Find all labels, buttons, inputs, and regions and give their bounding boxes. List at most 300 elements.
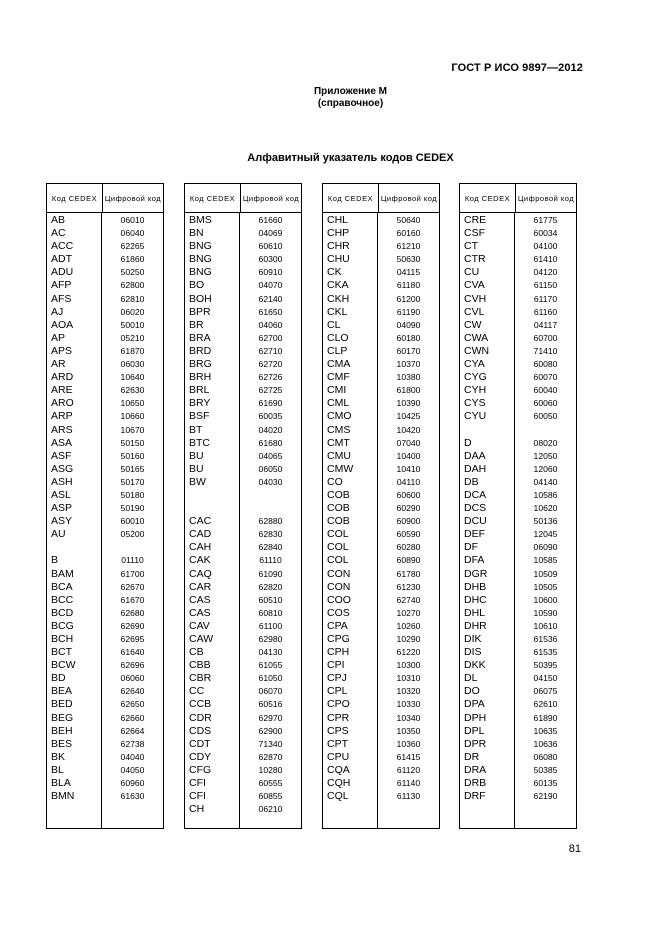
- cedex-code: COL: [327, 541, 349, 554]
- cedex-code: AJ: [51, 305, 64, 318]
- cedex-code: BW: [189, 475, 206, 488]
- numeric-code: 62670: [120, 581, 145, 592]
- cedex-code: BL: [51, 763, 64, 776]
- numeric-code: 60300: [258, 254, 283, 265]
- numeric-code: 10610: [533, 620, 558, 631]
- cedex-code: CPJ: [327, 672, 347, 685]
- numeric-code: 60855: [258, 791, 283, 802]
- cedex-code: BNG: [189, 253, 212, 266]
- numeric-code: 61640: [120, 647, 145, 658]
- numeric-code: 62880: [258, 516, 283, 527]
- cedex-code: BSF: [189, 410, 210, 423]
- numeric-code: 10590: [533, 607, 558, 618]
- numeric-code: 62820: [258, 581, 283, 592]
- cedex-code: AC: [51, 227, 66, 240]
- cedex-code: BCC: [51, 593, 74, 606]
- cedex-code: DPH: [464, 711, 487, 724]
- cedex-code: CC: [189, 685, 205, 698]
- numeric-code: 62140: [258, 293, 283, 304]
- numeric-code: 61775: [533, 215, 558, 225]
- numeric-code: 10340: [396, 712, 421, 723]
- cedex-code: DKK: [464, 659, 486, 672]
- numeric-code: 61680: [258, 437, 283, 448]
- cedex-code: CHR: [327, 240, 350, 253]
- cedex-code: CK: [327, 266, 342, 279]
- cedex-code: BEA: [51, 685, 73, 698]
- header-code: Код CEDEX: [47, 184, 103, 212]
- numeric-code: [240, 502, 301, 515]
- numeric-code: 61700: [120, 568, 145, 579]
- cedex-code: BNG: [189, 240, 212, 253]
- numeric-code: 06075: [533, 686, 558, 697]
- cedex-code: CMO: [327, 410, 352, 423]
- numeric-code: 60590: [396, 529, 421, 540]
- cedex-code: [460, 424, 514, 437]
- numeric-code: 62690: [120, 620, 145, 631]
- numeric-code: 04150: [533, 673, 558, 684]
- annex-heading: [0, 86, 661, 110]
- numeric-code: 62800: [120, 280, 145, 291]
- cedex-code: CAS: [189, 593, 211, 606]
- numeric-code: 61120: [396, 764, 421, 775]
- cedex-code: BRL: [189, 384, 210, 397]
- cedex-code: BTC: [189, 436, 210, 449]
- cedex-code: CKA: [327, 279, 349, 292]
- cedex-code: CBR: [189, 672, 212, 685]
- numeric-code: 10280: [258, 764, 283, 775]
- code-column: [47, 213, 102, 829]
- cedex-code: BRG: [189, 358, 212, 371]
- table-header: [323, 184, 439, 213]
- standard-header: ГОСТ Р ИСО 9897—2012: [451, 62, 583, 74]
- cedex-code: ASA: [51, 436, 73, 449]
- cedex-code: AR: [51, 358, 66, 371]
- cedex-code: CFI: [189, 790, 206, 803]
- cedex-code: DCU: [464, 515, 487, 528]
- cedex-code: BES: [51, 737, 73, 750]
- cedex-code: ARD: [51, 371, 74, 384]
- header-numeric: Цифровой код: [104, 193, 162, 203]
- cedex-code: BCW: [51, 659, 76, 672]
- annex-note: (справочное): [317, 98, 384, 109]
- numeric-code: 10260: [396, 620, 421, 631]
- numeric-code: 12050: [533, 450, 558, 461]
- numeric-code: 12045: [533, 529, 558, 540]
- numeric-code: 60810: [258, 607, 283, 618]
- numeric-code: 10330: [396, 699, 421, 710]
- numeric-code: 06060: [120, 673, 145, 684]
- page-title: Алфавитный указатель кодов CEDEX: [247, 152, 454, 164]
- header-code: Код CEDEX: [185, 184, 241, 212]
- numeric-code: 10380: [396, 372, 421, 383]
- numeric-code: 60555: [258, 778, 283, 789]
- numeric-code: 61535: [533, 647, 558, 658]
- numeric-code: 50180: [120, 489, 145, 500]
- cedex-code: DL: [464, 672, 478, 685]
- numeric-code: 61150: [533, 280, 558, 291]
- numeric-code: 10360: [396, 738, 421, 749]
- cedex-code: CDY: [189, 750, 212, 763]
- cedex-table-2: [184, 183, 302, 829]
- cedex-code: CRE: [464, 214, 487, 226]
- numeric-code: 06080: [533, 751, 558, 762]
- numeric-code: 62740: [396, 594, 421, 605]
- numeric-code: 62696: [120, 660, 145, 671]
- numeric-code: 60890: [396, 555, 421, 566]
- cedex-code: DEF: [464, 528, 485, 541]
- cedex-code: CDS: [189, 724, 212, 737]
- cedex-code: [185, 502, 239, 515]
- numeric-code: 62680: [120, 607, 145, 618]
- numeric-code: 04100: [533, 241, 558, 252]
- cedex-code: CSF: [464, 227, 485, 240]
- cedex-code: BRD: [189, 344, 212, 357]
- numeric-code: 04020: [258, 424, 283, 435]
- cedex-code: AFP: [51, 279, 72, 292]
- cedex-code: BCA: [51, 580, 73, 593]
- cedex-code: COB: [327, 488, 350, 501]
- numeric-code: 60080: [533, 359, 558, 370]
- numeric-code: 05200: [120, 529, 145, 540]
- cedex-code: BNG: [189, 266, 212, 279]
- numeric-code: 06070: [258, 686, 283, 697]
- numeric-code: 06020: [120, 306, 145, 317]
- numeric-code: 62265: [120, 241, 145, 252]
- cedex-code: ASG: [51, 462, 74, 475]
- cedex-code: CYU: [464, 410, 487, 423]
- cedex-code: CKH: [327, 292, 350, 305]
- cedex-code: CYA: [464, 358, 485, 371]
- numeric-code: 62720: [258, 359, 283, 370]
- cedex-code: CML: [327, 397, 350, 410]
- cedex-code: BU: [189, 449, 204, 462]
- numeric-code: 61180: [396, 280, 421, 291]
- cedex-code: CMW: [327, 462, 354, 475]
- numeric-code: 61220: [396, 647, 421, 658]
- cedex-code: BR: [189, 318, 204, 331]
- cedex-code: CCB: [189, 698, 212, 711]
- cedex-code: BRA: [189, 331, 211, 344]
- cedex-code: CPL: [327, 685, 348, 698]
- numeric-code: 10509: [533, 568, 558, 579]
- numeric-code: 10620: [533, 503, 558, 514]
- cedex-code: CWA: [464, 331, 489, 344]
- numeric-code: 61160: [533, 306, 558, 317]
- cedex-code: DRA: [464, 763, 487, 776]
- numeric-code: 62695: [120, 634, 145, 644]
- numeric-code: 05210: [120, 332, 145, 343]
- numeric-code: 60516: [258, 699, 283, 710]
- numeric-code: 50250: [120, 267, 145, 278]
- cedex-code: DHR: [464, 619, 487, 632]
- numeric-code: 60910: [258, 267, 283, 278]
- numeric-code: 10640: [120, 372, 145, 383]
- cedex-code: CPH: [327, 646, 350, 659]
- numeric-code: 10410: [396, 463, 421, 474]
- cedex-code: CLO: [327, 331, 349, 344]
- numeric-code: 04069: [258, 228, 283, 239]
- table-header: [185, 184, 301, 213]
- numeric-code: 60900: [396, 516, 421, 527]
- numeric-code: 10290: [396, 634, 421, 644]
- numeric-code: 62660: [120, 712, 145, 723]
- cedex-code: APS: [51, 344, 73, 357]
- numeric-code: 61170: [533, 293, 558, 304]
- numeric-code: 06010: [120, 215, 145, 225]
- cedex-code: DHL: [464, 606, 486, 619]
- cedex-code: CYH: [464, 384, 487, 397]
- header-numeric: Цифровой код: [242, 193, 300, 203]
- cedex-code: COB: [327, 502, 350, 515]
- numeric-code: 10320: [396, 686, 421, 697]
- header-code: Код CEDEX: [460, 184, 516, 212]
- cedex-code: CAS: [189, 606, 211, 619]
- cedex-code: DGR: [464, 567, 488, 580]
- numeric-code: 61100: [258, 620, 283, 631]
- numeric-code: [102, 541, 163, 554]
- numeric-code: 61415: [396, 751, 421, 762]
- cedex-code: AP: [51, 331, 66, 344]
- numeric-code: 04060: [258, 319, 283, 330]
- numeric-code: 10585: [533, 555, 558, 566]
- cedex-code: ASP: [51, 502, 73, 515]
- cedex-code: DRF: [464, 790, 486, 803]
- cedex-code: DPR: [464, 737, 487, 750]
- cedex-code: BPR: [189, 305, 211, 318]
- numeric-code: 50640: [396, 215, 421, 225]
- numeric-code: 60960: [120, 778, 145, 789]
- numeric-code: 61870: [120, 345, 145, 356]
- numeric-code: 06090: [533, 542, 558, 553]
- header-numeric: Цифровой код: [380, 193, 438, 203]
- numeric-code: 61050: [258, 673, 283, 684]
- cedex-code: BOH: [189, 292, 212, 305]
- cedex-code: BCH: [51, 633, 74, 645]
- numeric-code: 60510: [258, 594, 283, 605]
- numeric-code: 60035: [258, 411, 283, 422]
- cedex-code: AB: [51, 214, 66, 226]
- numeric-code: 04070: [258, 280, 283, 291]
- cedex-code: DCS: [464, 502, 487, 515]
- numeric-code: 10420: [396, 424, 421, 435]
- numeric-code: 61200: [396, 293, 421, 304]
- numeric-code: 50160: [120, 450, 145, 461]
- cedex-code: ARO: [51, 397, 74, 410]
- numeric-code: 50630: [396, 254, 421, 265]
- cedex-code: BCD: [51, 606, 74, 619]
- numeric-code: 62640: [120, 686, 145, 697]
- cedex-code: CPO: [327, 698, 350, 711]
- cedex-code: CVA: [464, 279, 485, 292]
- annex-title: Приложение М: [313, 86, 388, 97]
- numeric-code: 62810: [120, 293, 145, 304]
- cedex-code: BRY: [189, 397, 211, 410]
- numeric-code: 04120: [533, 267, 558, 278]
- numeric-code: [240, 489, 301, 502]
- cedex-code: ADU: [51, 266, 74, 279]
- numeric-code: 61630: [120, 791, 145, 802]
- cedex-code: BT: [189, 423, 203, 436]
- numeric-code: 60280: [396, 542, 421, 553]
- cedex-code: CQA: [327, 763, 350, 776]
- cedex-code: CAD: [189, 528, 212, 541]
- numeric-column: [515, 213, 576, 829]
- cedex-code: ASH: [51, 475, 73, 488]
- numeric-code: 08020: [533, 437, 558, 448]
- cedex-code: ASL: [51, 488, 71, 501]
- header-code: Код CEDEX: [323, 184, 379, 212]
- numeric-code: 06050: [258, 463, 283, 474]
- cedex-code: CFG: [189, 763, 212, 776]
- cedex-code: DO: [464, 685, 480, 698]
- cedex-code: BU: [189, 462, 204, 475]
- numeric-code: 62610: [533, 699, 558, 710]
- cedex-code: CPI: [327, 659, 345, 672]
- cedex-code: [47, 541, 101, 554]
- numeric-column: [378, 213, 439, 829]
- numeric-code: 04050: [120, 764, 145, 775]
- numeric-code: 62738: [120, 738, 145, 749]
- numeric-code: 71340: [258, 738, 283, 749]
- cedex-code: CQH: [327, 777, 351, 790]
- cedex-code: COL: [327, 554, 349, 567]
- cedex-code: BN: [189, 227, 204, 240]
- numeric-code: 06040: [120, 228, 145, 239]
- cedex-code: CMU: [327, 449, 351, 462]
- cedex-code: DPL: [464, 724, 485, 737]
- cedex-code: DF: [464, 541, 478, 554]
- cedex-code: CVH: [464, 292, 487, 305]
- numeric-code: 04040: [120, 751, 145, 762]
- numeric-code: 10400: [396, 450, 421, 461]
- cedex-code: ARE: [51, 384, 73, 397]
- page-number: 81: [568, 843, 581, 855]
- numeric-code: 62830: [258, 529, 283, 540]
- numeric-code: 61410: [533, 254, 558, 265]
- cedex-code: CPA: [327, 619, 348, 632]
- cedex-code: DIK: [464, 633, 482, 645]
- cedex-code: CAV: [189, 619, 210, 632]
- numeric-code: 10600: [533, 594, 558, 605]
- cedex-code: CDT: [189, 737, 211, 750]
- cedex-code: CL: [327, 318, 341, 331]
- cedex-code: CT: [464, 240, 478, 253]
- numeric-code: 62725: [258, 385, 283, 396]
- numeric-code: 61190: [396, 306, 421, 317]
- numeric-code: 62664: [120, 725, 145, 736]
- numeric-code: 62700: [258, 332, 283, 343]
- cedex-code: DB: [464, 475, 479, 488]
- numeric-code: 10390: [396, 398, 421, 409]
- numeric-code: 60135: [533, 778, 558, 789]
- numeric-code: 04065: [258, 450, 283, 461]
- numeric-code: 50395: [533, 660, 558, 671]
- code-column: [323, 213, 378, 829]
- numeric-code: 61660: [258, 215, 283, 225]
- cedex-code: CBB: [189, 659, 211, 672]
- numeric-code: 62630: [120, 385, 145, 396]
- numeric-code: 60050: [533, 411, 558, 422]
- numeric-code: 62650: [120, 699, 145, 710]
- cedex-code: DHB: [464, 580, 487, 593]
- numeric-code: 61140: [396, 778, 421, 789]
- cedex-code: CHL: [327, 214, 349, 226]
- cedex-code: AFS: [51, 292, 72, 305]
- numeric-code: 60610: [258, 241, 283, 252]
- cedex-code: CHU: [327, 253, 350, 266]
- cedex-code: CPR: [327, 711, 350, 724]
- numeric-code: 60070: [533, 372, 558, 383]
- numeric-code: 61860: [120, 254, 145, 265]
- numeric-code: 60010: [120, 516, 145, 527]
- cedex-code: CMT: [327, 436, 350, 449]
- numeric-code: 04117: [533, 319, 558, 330]
- cedex-code: BLA: [51, 777, 71, 790]
- numeric-code: 50150: [120, 437, 145, 448]
- numeric-code: 61650: [258, 306, 283, 317]
- numeric-code: 60040: [533, 385, 558, 396]
- cedex-code: CW: [464, 318, 482, 331]
- cedex-code: BO: [189, 279, 205, 292]
- cedex-table-4: [459, 183, 577, 829]
- cedex-code: BEG: [51, 711, 74, 724]
- cedex-code: BD: [51, 672, 66, 685]
- cedex-code: CPG: [327, 633, 350, 645]
- numeric-code: 60160: [396, 228, 421, 239]
- numeric-code: 61890: [533, 712, 558, 723]
- numeric-code: 50165: [120, 463, 145, 474]
- code-column: [460, 213, 515, 829]
- cedex-code: CKL: [327, 305, 348, 318]
- cedex-code: BMN: [51, 790, 75, 803]
- cedex-code: CB: [189, 646, 204, 659]
- numeric-code: 12060: [533, 463, 558, 474]
- cedex-code: BED: [51, 698, 73, 711]
- numeric-code: 10670: [120, 424, 145, 435]
- cedex-code: [185, 489, 239, 502]
- numeric-code: 61230: [396, 581, 421, 592]
- numeric-code: 10505: [533, 581, 558, 592]
- numeric-code: 61536: [533, 634, 558, 644]
- cedex-code: ACC: [51, 240, 74, 253]
- cedex-code: CYG: [464, 371, 487, 384]
- numeric-code: 71410: [533, 345, 558, 356]
- numeric-code: 61690: [258, 398, 283, 409]
- numeric-code: 04115: [396, 267, 421, 278]
- cedex-code: CU: [464, 266, 480, 279]
- cedex-code: CAR: [189, 580, 212, 593]
- cedex-code: B: [51, 554, 59, 567]
- cedex-code: DAA: [464, 449, 486, 462]
- cedex-code: BEH: [51, 724, 73, 737]
- cedex-code: BCT: [51, 646, 72, 659]
- cedex-code: DRB: [464, 777, 487, 790]
- numeric-code: 07040: [396, 437, 421, 448]
- cedex-code: CPU: [327, 750, 350, 763]
- numeric-code: 62726: [258, 372, 283, 383]
- cedex-code: CDR: [189, 711, 212, 724]
- cedex-code: COB: [327, 515, 350, 528]
- numeric-code: 10586: [533, 489, 558, 500]
- cedex-code: DFA: [464, 554, 485, 567]
- cedex-code: CWN: [464, 344, 490, 357]
- numeric-code: 10300: [396, 660, 421, 671]
- numeric-code: 06210: [258, 804, 283, 815]
- cedex-code: CAC: [189, 515, 212, 528]
- numeric-code: 62840: [258, 542, 283, 553]
- numeric-code: 10660: [120, 411, 145, 422]
- cedex-code: CHP: [327, 227, 350, 240]
